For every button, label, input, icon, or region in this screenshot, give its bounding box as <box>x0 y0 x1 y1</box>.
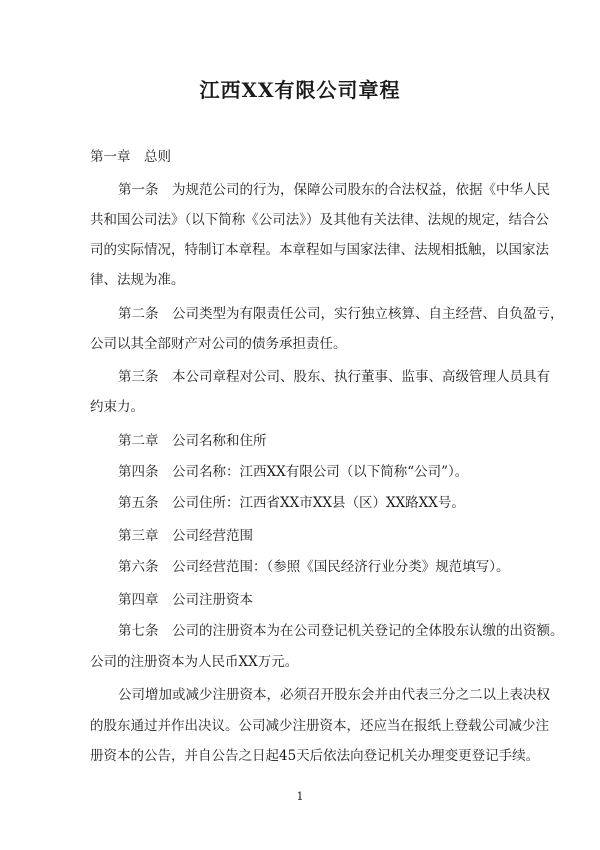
document-title: 江西XX有限公司章程 <box>199 78 401 102</box>
chapter-heading: 第三章 公司经营范围 <box>118 528 253 544</box>
article-paragraph-line: 第七条 公司的注册资本为在公司登记机关登记的全体股东认缴的出资额。 <box>118 623 564 639</box>
article-paragraph-line: 第二条 公司类型为有限责任公司，实行独立核算、自主经营、自负盈亏， <box>118 306 564 322</box>
article-paragraph-line: 第一条 为规范公司的行为，保障公司股东的合法权益，依据《中华人民 <box>118 182 550 198</box>
article-paragraph-line: 司的实际情况，特制订本章程。本章程如与国家法律、法规相抵触，以国家法 <box>90 242 549 258</box>
article-paragraph-line: 第三条 本公司章程对公司、股东、执行董事、监事、高级管理人员具有 <box>118 369 550 385</box>
article-paragraph-line: 公司增加或减少注册资本，必须召开股东会并由代表三分之二以上表决权 <box>118 687 550 703</box>
article-paragraph-line: 的股东通过并作出决议。公司减少注册资本，还应当在报纸上登载公司减少注 <box>90 718 549 734</box>
page-number: 1 <box>296 790 304 803</box>
article-paragraph-line: 公司的注册资本为人民币XX万元。 <box>90 654 299 670</box>
article-paragraph-line: 第六条 公司经营范围：（参照《国民经济行业分类》规范填写）。 <box>118 559 510 575</box>
article-paragraph-line: 册资本的公告，并自公告之日起45天后依法向登记机关办理变更登记手续。 <box>90 748 540 764</box>
article-paragraph-line: 第四条 公司名称：江西XX有限公司（以下简称“公司”）。 <box>118 464 469 480</box>
chapter-heading: 第二章 公司名称和住所 <box>118 433 267 449</box>
article-paragraph-line: 公司以其全部财产对公司的债务承担责任。 <box>90 336 347 352</box>
article-paragraph-line: 约束力。 <box>90 399 144 415</box>
article-paragraph-line: 律、法规为准。 <box>90 272 185 288</box>
article-paragraph-line: 共和国公司法》（以下简称《公司法》）及其他有关法律、法规的规定，结合公 <box>90 212 549 228</box>
chapter-heading: 第一章 总则 <box>90 149 171 165</box>
article-paragraph-line: 第五条 公司住所：江西省XX市XX县（区）XX路XX号。 <box>118 495 465 511</box>
chapter-heading: 第四章 公司注册资本 <box>118 592 253 608</box>
